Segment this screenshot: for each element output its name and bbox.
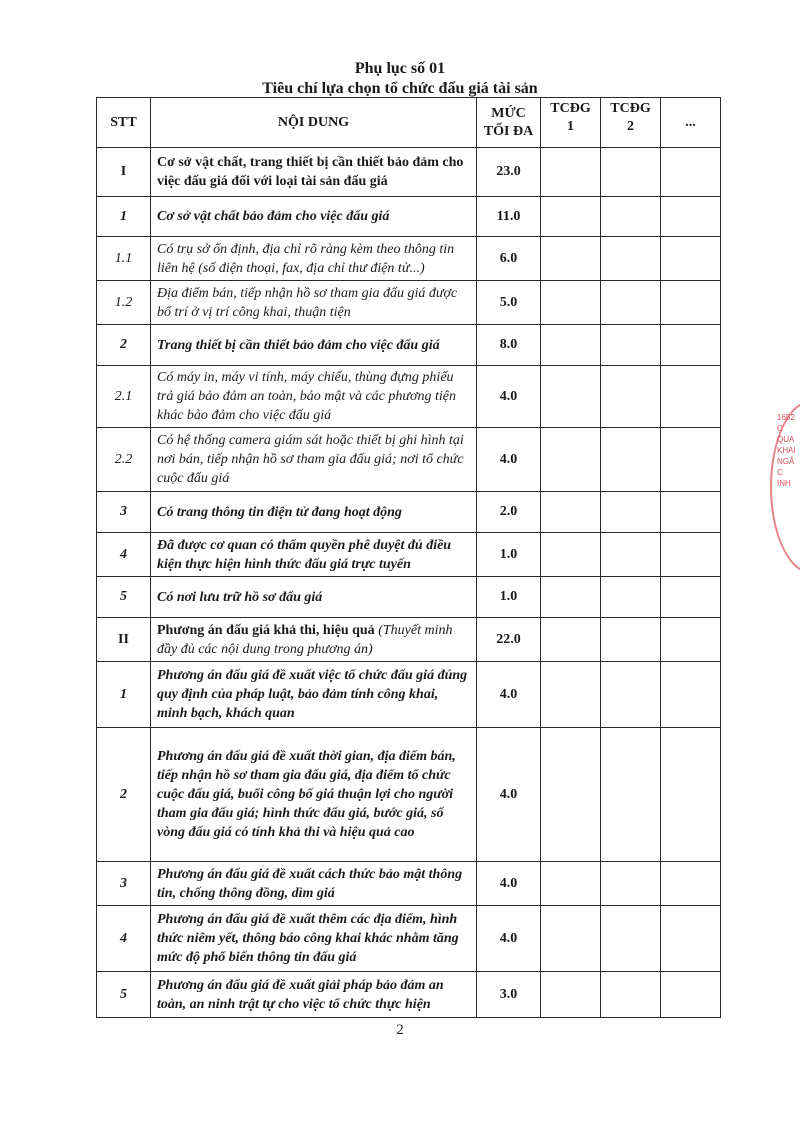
score-cell-tcdg2 [601, 728, 661, 862]
criteria-table [96, 97, 721, 1018]
col-header-max-line2: TỐI ĐA [483, 123, 534, 139]
stamp-line: C [777, 468, 783, 477]
score-cell-tcdg1 [541, 492, 601, 533]
table-row [97, 281, 721, 325]
page-number: 2 [396, 1022, 404, 1038]
row-stt: 1 [97, 662, 151, 728]
stamp-line: KHAI [777, 446, 796, 455]
row-content: Có trụ sở ổn định, địa chỉ rõ ràng kèm theo thông tin liên hệ (số điện thoại, fax, địa chỉ thư điện tử...) [151, 237, 477, 281]
stamp-line: C [777, 424, 783, 433]
score-cell-tcdg2 [601, 577, 661, 618]
score-cell-tcdg1 [541, 906, 601, 972]
row-content-bold: Phương án đấu giá khả thi, hiệu quả [157, 622, 375, 638]
score-cell-more [661, 618, 721, 662]
row-stt: 5 [97, 577, 151, 618]
row-max-score: 8.0 [477, 325, 541, 366]
row-stt: 2.1 [97, 366, 151, 428]
appendix-title: Phụ lục số 01 [354, 60, 446, 77]
score-cell-more [661, 325, 721, 366]
row-max-score: 23.0 [477, 148, 541, 197]
row-content: Có trang thông tin điện tử đang hoạt động [151, 492, 477, 533]
score-cell-tcdg1 [541, 618, 601, 662]
row-stt: 2.2 [97, 428, 151, 492]
row-content: Phương án đấu giá đề xuất việc tổ chức đấu giá đúng quy định của pháp luật, bảo đảm tính công khai, minh bạch, khách quan [151, 662, 477, 728]
score-cell-tcdg1 [541, 325, 601, 366]
appendix-subtitle: Tiêu chí lựa chọn tổ chức đấu giá tài sản [262, 80, 538, 97]
score-cell-tcdg1 [541, 662, 601, 728]
table-row [97, 237, 721, 281]
score-cell-more [661, 662, 721, 728]
table-header-row [97, 98, 721, 148]
score-cell-more [661, 906, 721, 972]
row-max-score: 11.0 [477, 197, 541, 237]
row-content-italic: (Thuyết minh đầy đủ các nội dung trong phương án) [157, 622, 453, 657]
row-content: Địa điểm bán, tiếp nhận hồ sơ tham gia đấu giá được bố trí ở vị trí công khai, thuận tiện [151, 281, 477, 325]
row-max-score: 2.0 [477, 492, 541, 533]
col-header-stt: STT [97, 98, 151, 148]
score-cell-tcdg2 [601, 366, 661, 428]
row-stt: 1.1 [97, 237, 151, 281]
row-content: Có hệ thống camera giám sát hoặc thiết bị ghi hình tại nơi bán, tiếp nhận hồ sơ tham gia đấu giá; nơi tổ chức cuộc đấu giá [151, 428, 477, 492]
row-stt: 2 [97, 728, 151, 862]
col-header-max [477, 98, 541, 148]
score-cell-tcdg2 [601, 862, 661, 906]
col-header-tcdg2 [601, 98, 661, 148]
table-row [97, 972, 721, 1018]
row-content: Có máy in, máy vi tính, máy chiếu, thùng đựng phiếu trả giá bảo đảm an toàn, bảo mật và các phương tiện khác bảo đảm cho việc đấu giá [151, 366, 477, 428]
row-max-score: 1.0 [477, 577, 541, 618]
table-row [97, 366, 721, 428]
stamp-line: INH [777, 479, 791, 488]
row-max-score: 3.0 [477, 972, 541, 1018]
stamp-line: QUA [777, 435, 795, 444]
row-stt: 3 [97, 492, 151, 533]
table-row [97, 662, 721, 728]
score-cell-more [661, 148, 721, 197]
score-cell-more [661, 197, 721, 237]
score-cell-tcdg2 [601, 325, 661, 366]
col-header-max-line1: MỨC [491, 105, 526, 121]
score-cell-more [661, 237, 721, 281]
table-row [97, 325, 721, 366]
table-row [97, 618, 721, 662]
score-cell-tcdg1 [541, 728, 601, 862]
score-cell-tcdg1 [541, 533, 601, 577]
score-cell-more [661, 428, 721, 492]
score-cell-tcdg1 [541, 237, 601, 281]
row-content [151, 618, 477, 662]
table-row [97, 148, 721, 197]
score-cell-tcdg2 [601, 237, 661, 281]
row-stt: 5 [97, 972, 151, 1018]
score-cell-more [661, 492, 721, 533]
score-cell-tcdg2 [601, 533, 661, 577]
score-cell-tcdg2 [601, 281, 661, 325]
row-max-score: 4.0 [477, 662, 541, 728]
score-cell-tcdg2 [601, 662, 661, 728]
score-cell-more [661, 728, 721, 862]
row-content: Cơ sở vật chất, trang thiết bị cần thiết bảo đảm cho việc đấu giá đối với loại tài sản đấu giá [151, 148, 477, 197]
row-content: Phương án đấu giá đề xuất giải pháp bảo đảm an toàn, an ninh trật tự cho việc tổ chức thực hiện [151, 972, 477, 1018]
col-header-content: NỘI DUNG [151, 98, 477, 148]
score-cell-more [661, 577, 721, 618]
table-row [97, 728, 721, 862]
col-header-tcdg1 [541, 98, 601, 148]
score-cell-tcdg2 [601, 148, 661, 197]
row-content: Phương án đấu giá đề xuất cách thức bảo mật thông tin, chống thông đồng, dìm giá [151, 862, 477, 906]
score-cell-tcdg1 [541, 366, 601, 428]
row-max-score: 4.0 [477, 728, 541, 862]
row-max-score: 22.0 [477, 618, 541, 662]
table-row [97, 533, 721, 577]
row-stt: 1.2 [97, 281, 151, 325]
col-header-tcdg2-line1: TCĐG [610, 101, 651, 116]
score-cell-tcdg1 [541, 428, 601, 492]
row-max-score: 4.0 [477, 862, 541, 906]
row-stt: II [97, 618, 151, 662]
row-stt: 4 [97, 906, 151, 972]
score-cell-tcdg2 [601, 906, 661, 972]
score-cell-tcdg2 [601, 492, 661, 533]
score-cell-more [661, 366, 721, 428]
row-content: Phương án đấu giá đề xuất thêm các địa điểm, hình thức niêm yết, thông báo công khai khác nhằm tăng mức độ phổ biến thông tin đấu giá [151, 906, 477, 972]
table-row [97, 906, 721, 972]
row-stt: 3 [97, 862, 151, 906]
score-cell-tcdg2 [601, 618, 661, 662]
row-stt: 4 [97, 533, 151, 577]
stamp-line: 1652 [777, 413, 795, 422]
score-cell-tcdg1 [541, 862, 601, 906]
score-cell-more [661, 533, 721, 577]
score-cell-more [661, 862, 721, 906]
row-content: Có nơi lưu trữ hồ sơ đấu giá [151, 577, 477, 618]
row-stt: 1 [97, 197, 151, 237]
row-stt: I [97, 148, 151, 197]
score-cell-more [661, 281, 721, 325]
row-content: Cơ sở vật chất bảo đảm cho việc đấu giá [151, 197, 477, 237]
row-content: Đã được cơ quan có thẩm quyền phê duyệt đủ điều kiện thực hiện hình thức đấu giá trực tuyến [151, 533, 477, 577]
col-header-tcdg1-line2: 1 [567, 119, 574, 134]
col-header-more: ... [661, 98, 721, 148]
stamp-line: NGÃ [777, 457, 795, 466]
score-cell-tcdg2 [601, 428, 661, 492]
row-max-score: 1.0 [477, 533, 541, 577]
row-max-score: 4.0 [477, 428, 541, 492]
score-cell-tcdg1 [541, 197, 601, 237]
score-cell-tcdg1 [541, 281, 601, 325]
row-content: Phương án đấu giá đề xuất thời gian, địa điểm bán, tiếp nhận hồ sơ tham gia đấu giá, địa điểm tổ chức cuộc đấu giá, buổi công bố giá thuận lợi cho người tham gia đấu giá; hình thức đấu giá, bước giá, số vòng đấu giá có tính khả thi và hiệu quả cao [151, 728, 477, 862]
col-header-tcdg1-line1: TCĐG [550, 101, 591, 116]
row-max-score: 4.0 [477, 366, 541, 428]
col-header-tcdg2-line2: 2 [627, 119, 634, 134]
table-row [97, 197, 721, 237]
score-cell-tcdg2 [601, 197, 661, 237]
score-cell-tcdg1 [541, 972, 601, 1018]
row-content: Trang thiết bị cần thiết bảo đảm cho việc đấu giá [151, 325, 477, 366]
score-cell-tcdg1 [541, 148, 601, 197]
red-seal-stamp-text [777, 412, 800, 489]
row-max-score: 5.0 [477, 281, 541, 325]
row-max-score: 6.0 [477, 237, 541, 281]
table-row [97, 428, 721, 492]
score-cell-tcdg2 [601, 972, 661, 1018]
score-cell-tcdg1 [541, 577, 601, 618]
table-row [97, 862, 721, 906]
table-row [97, 577, 721, 618]
score-cell-more [661, 972, 721, 1018]
table-row [97, 492, 721, 533]
row-stt: 2 [97, 325, 151, 366]
row-max-score: 4.0 [477, 906, 541, 972]
